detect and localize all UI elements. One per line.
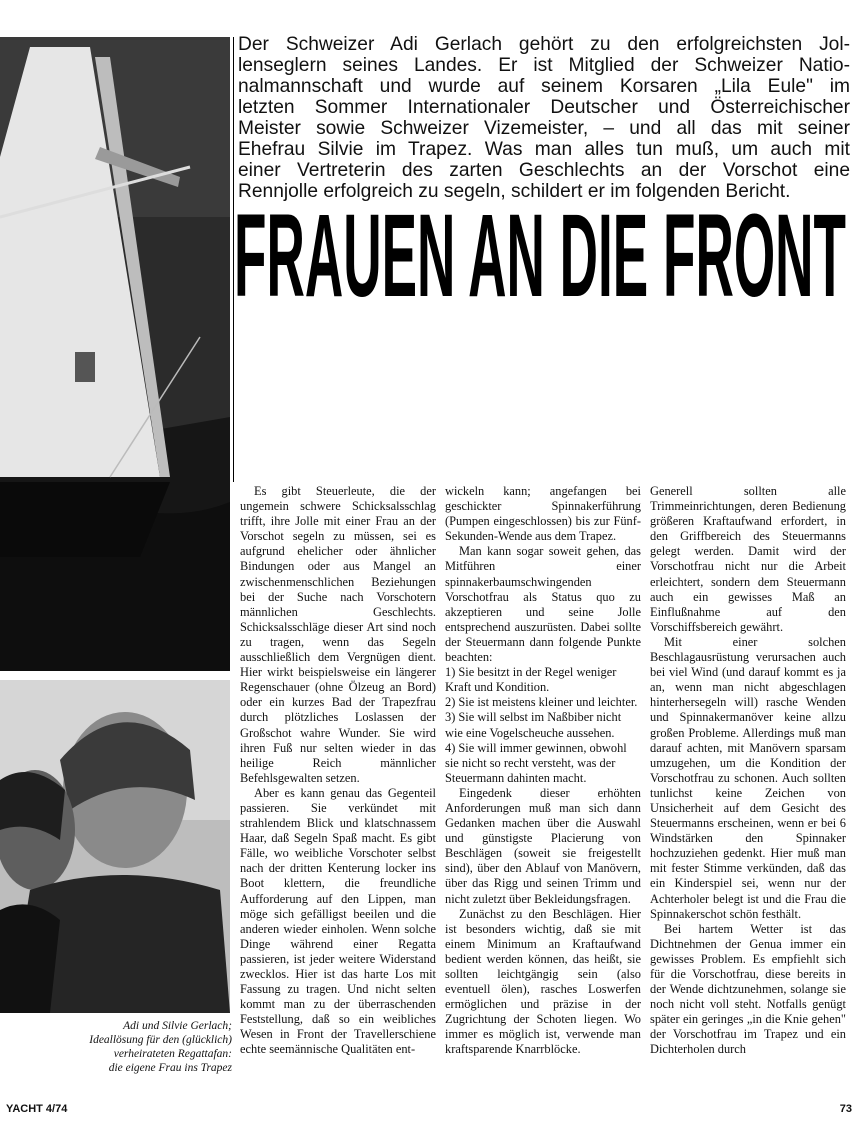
intro-paragraph	[238, 34, 850, 202]
body-paragraph: Eingedenk dieser erhöhten Anforderungen muß man sich dann Gedanken machen über die Auswahl und günstigste Placierung von Beschlägen (soweit sie freigestellt sind), über den Ablauf von Manövern, über das Rigg und seinen Trimm und nicht zuletzt über Bekleidungsfragen.	[445, 785, 641, 906]
intro-line: Ehefrau Silvie im Trapez. Was man alles tun muß, um auch mit	[238, 139, 850, 160]
caption-line: Ideallösung für den (glücklich)	[89, 1034, 232, 1046]
caption-line: Adi und Silvie Gerlach;	[123, 1020, 232, 1032]
intro-line: nalmannschaft und wurde auf seinem Korsaren „Lila Eule" im	[238, 76, 850, 97]
body-paragraph: Es gibt Steuerleute, die der ungemein schwere Schicksalsschlag trifft, ihre Jolle mit einer Frau an der Vorschot segeln zu müssen, sei es aufgrund ehelicher oder ähnlicher Bindungen oder aus Mangel an zwischenmenschlichen Beziehungen bei der Suche nach Vorschotern männlichen Geschlechts. Schicksalsschläge dieser Art sind noch zu tragen, wenn das Segeln ausschließlich dem Vergnügen dient. Hier wirkt beispielsweise ein längerer Regenschauer (ohne Ölzeug an Bord) oder ein kurzes Bad der Trapezfrau durch plötzliches Loslassen der Großschot wahre Wunder. Sie wird ihren Fuß nur selten wieder in das heilige Reich männlicher Befehlsgewalten setzen.	[240, 484, 436, 785]
body-column-2	[445, 484, 641, 1058]
intro-line: Der Schweizer Adi Gerlach gehört zu den erfolgreichsten Jol-	[238, 34, 850, 55]
body-column-1	[240, 484, 436, 1058]
body-paragraph: Zunächst zu den Beschlägen. Hier ist besonders wichtig, daß sie mit einem Minimum an Kraftaufwand bedient werden können, das heißt, sie sollten leichtgängig sein (also eventuell ölen), rasches Loswerfen ermöglichen und präzise in der Zugrichtung der Schoten liegen. Wo immer es möglich ist, verwende man kraftsparende Knarrblöcke.	[445, 906, 641, 1057]
body-paragraph: Bei hartem Wetter ist das Dichtnehmen der Genua immer ein gewisses Problem. Es empfiehlt sich für die Vorschotfrau, diese bereits in der Wende dichtzunehmen, solange sie noch nicht voll steht. Notfalls genügt später ein geringes „in die Knie gehen" der Vorschotfrau im Trapez und ein Dichterholen durch	[650, 921, 846, 1057]
body-paragraph: wickeln kann; angefangen bei geschickter Spinnakerführung (Pumpen eingeschlossen) bis zur Fünf-Sekunden-Wende aus dem Trapez.	[445, 484, 641, 544]
intro-line: lenseglern seines Landes. Er ist Mitglied der Schweizer Natio-	[238, 55, 850, 76]
list-item: 4) Sie will immer gewinnen, obwohl sie nicht so recht versteht, was der Steuermann dahinten macht.	[445, 740, 627, 785]
intro-line: einer Vertreterin des zarten Geschlechts an der Vorschot eine	[238, 160, 850, 181]
intro-line: Rennjolle erfolgreich zu segeln, schildert er im folgenden Bericht.	[238, 181, 791, 202]
list-item: 2) Sie ist meistens kleiner und leichter.	[445, 695, 638, 710]
sailboat-photo	[0, 37, 230, 671]
magazine-issue: YACHT 4/74	[6, 1103, 68, 1115]
body-paragraph: Mit einer solchen Beschlagausrüstung verursachen auch bei viel Wind (und darauf kommt es ja an, wenn man nicht abgeschlagen hinterhersegeln will) rasche Wenden und Spinnakermanöver keine allzu großen Probleme. Allerdings muß man darauf achten, mit Manövern sparsam umzugehen, um die Kondition der Vorschotfrau zu schonen. Auch sollten tunlichst keine Zeichen von Unsicherheit auf dem Gesicht des Steuermanns erscheinen, wenn er bei 6 Windstärken den Spinnaker hochzuziehen gedenkt. Hier muß man mit fester Stimme verkünden, daß das ein Kinderspiel sei, wenn nur der Achterholer belegt ist und die Frau die Spinnakerschot schön festhält.	[650, 634, 846, 921]
couple-photo	[0, 680, 230, 1013]
caption-line: die eigene Frau ins Trapez	[108, 1062, 232, 1074]
list-item: 3) Sie will selbst im Naßbiber nicht wie eine Vogelscheuche aussehen.	[445, 710, 622, 740]
list-item: 1) Sie besitzt in der Regel weniger Kraft und Kondition.	[445, 665, 617, 695]
body-paragraph: Aber es kann genau das Gegenteil passieren. Sie verkündet mit strahlendem Blick und klatschnassem Haar, daß Segeln Spaß macht. Es gibt Fälle, wo weibliche Vorschoter selbst nach der dritten Kenterung locker ins Boot klettern, die freundliche Aufforderung auf den Lippen, man möge sich gefälligst beeilen und die anderen wieder einholen. Wenn solche Dinge während einer Regatta passieren, ist jeder weitere Widerstand zwecklos. Hier ist das harte Los mit Fassung zu tragen. Und nicht selten kommt man zu der überraschenden Feststellung, daß so ein weibliches Wesen in Front der Travellerschiene echte seemännische Qualitäten ent-	[240, 785, 436, 1057]
body-paragraph: Man kann sogar soweit gehen, das Mitführen einer spinnakerbaumschwingenden Vorschotfrau als Status quo zu akzeptieren und seine Jolle entsprechend auszurüsten. Dabei sollte der Steuermann dann folgende Punkte beachten:	[445, 544, 641, 665]
intro-line: letzten Sommer Internationaler Deutscher und Österreichischer	[238, 97, 850, 118]
page-number: 73	[839, 1103, 852, 1115]
headline	[234, 206, 848, 302]
headline-text: FRAUEN AN DIE FRONT	[234, 206, 846, 302]
photo-caption	[0, 1019, 232, 1075]
body-column-3	[650, 484, 846, 1058]
intro-line: Meister sowie Schweizer Vizemeister, – und all das mit seiner	[238, 118, 850, 139]
body-paragraph: Generell sollten alle Trimmeinrichtungen, deren Bedienung größeren Kraftaufwand erfordert, in den Griffbereich des Steuermanns gelegt werden. Damit wird der Vorschotfrau nicht nur die Arbeit erleichtert, sondern dem Steuermann auch ein gewisses Maß an Einflußnahme auf den Vorschiffsbereich gewährt.	[650, 484, 846, 634]
caption-line: verheirateten Regattafan:	[113, 1048, 232, 1060]
